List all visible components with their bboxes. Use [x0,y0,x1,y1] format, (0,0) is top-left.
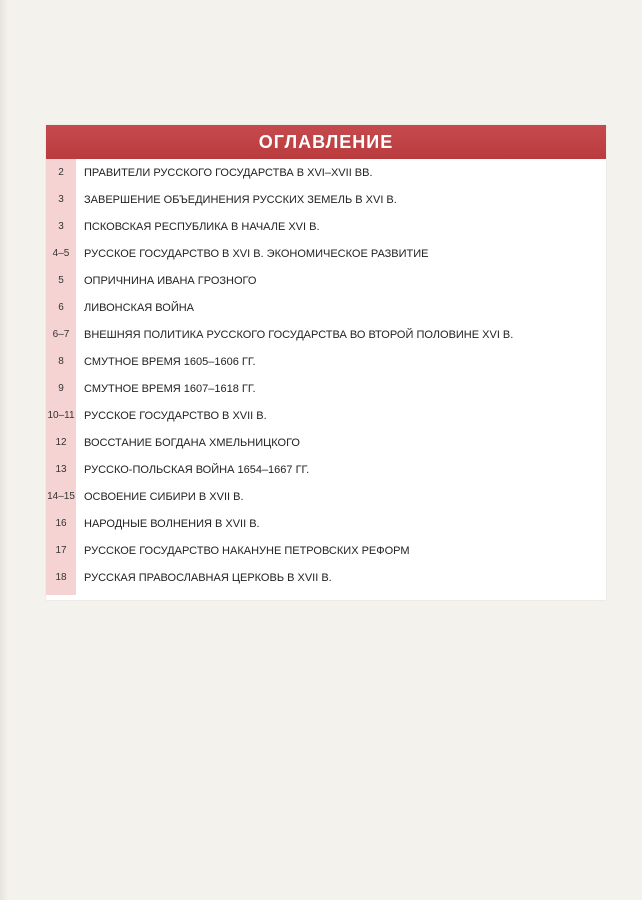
toc-entry[interactable] [46,213,606,240]
toc-entry[interactable] [46,294,606,321]
page-edge-shadow [0,0,8,900]
toc-entry-title: СМУТНОЕ ВРЕМЯ 1605–1606 ГГ. [84,355,256,368]
toc-entry[interactable] [46,429,606,456]
toc-body [46,159,606,600]
toc-entry-title: ОСВОЕНИЕ СИБИРИ В XVII В. [84,490,244,503]
toc-entry-title: НАРОДНЫЕ ВОЛНЕНИЯ В XVII В. [84,517,260,530]
toc-page-number: 14–15 [47,491,75,502]
toc-entry-title: РУССКОЕ ГОСУДАРСТВО В XVII В. [84,409,267,422]
toc-title: ОГЛАВЛЕНИЕ [258,131,394,152]
table-of-contents [46,125,606,600]
toc-entry-title: РУССКАЯ ПРАВОСЛАВНАЯ ЦЕРКОВЬ В XVII В. [84,571,332,584]
toc-page-number: 2 [58,167,64,178]
toc-entry[interactable] [46,321,606,348]
toc-page-number: 5 [58,275,64,286]
toc-entry-title: ОПРИЧНИНА ИВАНА ГРОЗНОГО [84,274,257,287]
toc-entry[interactable] [46,564,606,591]
toc-entry[interactable] [46,240,606,267]
toc-page-number: 12 [55,437,67,448]
toc-entry[interactable] [46,483,606,510]
toc-entry-title: СМУТНОЕ ВРЕМЯ 1607–1618 ГГ. [84,382,256,395]
toc-page-number: 3 [58,194,64,205]
toc-page-number: 3 [58,221,64,232]
toc-page-number: 10–11 [47,410,75,421]
toc-entry[interactable] [46,186,606,213]
toc-entry-title: ПСКОВСКАЯ РЕСПУБЛИКА В НАЧАЛЕ XVI В. [84,220,320,233]
toc-entry-title: ЛИВОНСКАЯ ВОЙНА [84,301,194,314]
toc-entry[interactable] [46,375,606,402]
toc-entry[interactable] [46,159,606,186]
toc-entry-title: ВОССТАНИЕ БОГДАНА ХМЕЛЬНИЦКОГО [84,436,300,449]
toc-entry-title: ЗАВЕРШЕНИЕ ОБЪЕДИНЕНИЯ РУССКИХ ЗЕМЕЛЬ В XVI В. [84,193,397,206]
toc-page-number: 6–7 [52,329,70,340]
toc-entry-title: ПРАВИТЕЛИ РУССКОГО ГОСУДАРСТВА В XVI–XVII ВВ. [84,166,373,179]
toc-entry[interactable] [46,510,606,537]
toc-entry-title: РУССКО-ПОЛЬСКАЯ ВОЙНА 1654–1667 ГГ. [84,463,310,476]
toc-entry-title: РУССКОЕ ГОСУДАРСТВО НАКАНУНЕ ПЕТРОВСКИХ РЕФОРМ [84,544,410,557]
toc-page-number: 13 [55,464,67,475]
toc-page-number: 17 [55,545,67,556]
toc-header [46,125,606,159]
toc-entry[interactable] [46,456,606,483]
toc-page-number: 6 [58,302,64,313]
toc-entry[interactable] [46,402,606,429]
toc-page-number: 8 [58,356,64,367]
toc-entry[interactable] [46,348,606,375]
toc-entry[interactable] [46,267,606,294]
toc-page-number: 9 [58,383,64,394]
toc-page-number: 18 [55,572,67,583]
toc-page-number: 16 [55,518,67,529]
toc-page-number: 4–5 [52,248,70,259]
toc-list [46,159,606,591]
toc-entry[interactable] [46,537,606,564]
toc-entry-title: ВНЕШНЯЯ ПОЛИТИКА РУССКОГО ГОСУДАРСТВА ВО ВТОРОЙ ПОЛОВИНЕ XVI В. [84,328,514,341]
toc-entry-title: РУССКОЕ ГОСУДАРСТВО В XVI В. ЭКОНОМИЧЕСКОЕ РАЗВИТИЕ [84,247,429,260]
